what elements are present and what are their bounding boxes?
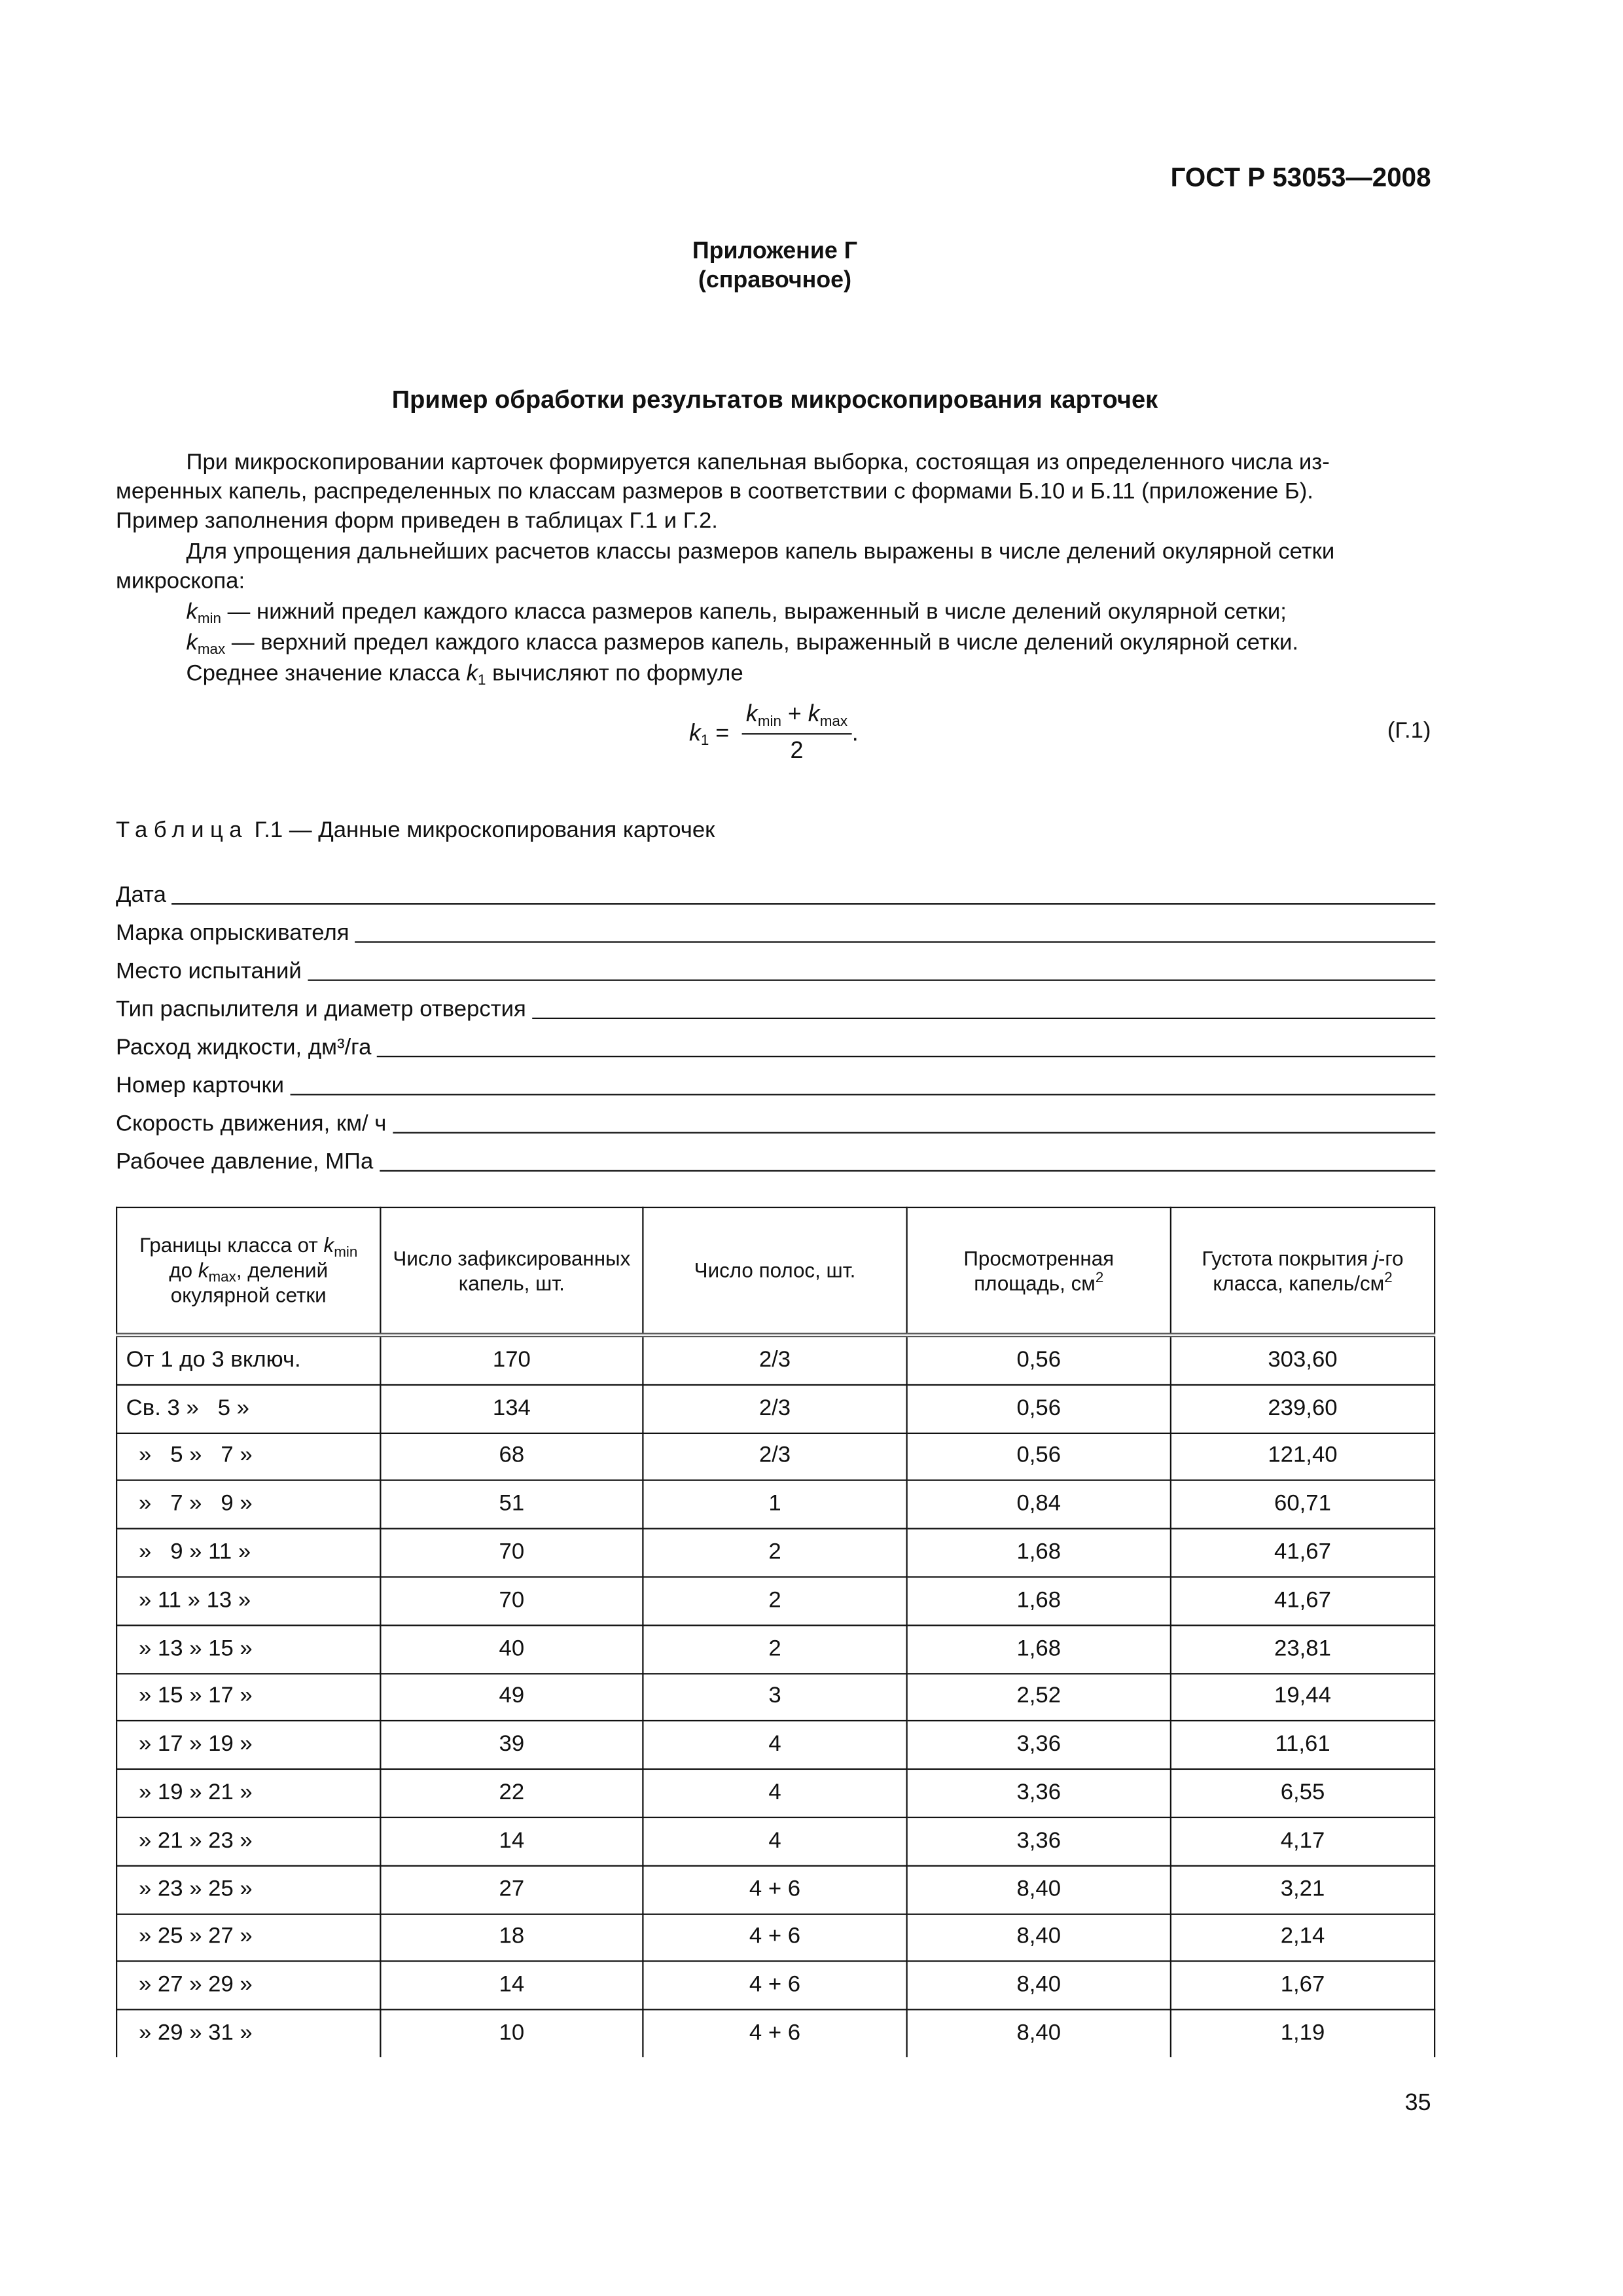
mean-class-sentence: Среднее значение класса $k_1$ вычисляют по формуле bbox=[186, 661, 743, 689]
coverage-density-cell: 2,14 bbox=[1171, 1914, 1435, 1962]
viewed-area-cell: 2,52 bbox=[907, 1673, 1171, 1721]
document-number: ГОСТ Р 53053—2008 bbox=[1170, 162, 1431, 192]
strip-count-cell: 4 + 6 bbox=[643, 1865, 906, 1913]
viewed-area-cell: 1,68 bbox=[907, 1577, 1171, 1624]
strip-count-cell: 3 bbox=[643, 1673, 906, 1721]
strip-count-cell: 1 bbox=[643, 1480, 906, 1528]
formula-g1: $k_1$ = $\frac{k_{min} + k_{max}}{2}$ . bbox=[689, 701, 859, 768]
coverage-density-cell: 19,44 bbox=[1171, 1673, 1435, 1721]
droplet-count-cell: 18 bbox=[380, 1914, 643, 1962]
form-field-label: Дата bbox=[115, 882, 166, 908]
form-field-blank-line bbox=[290, 1094, 1435, 1095]
coverage-density-cell: 11,61 bbox=[1171, 1721, 1435, 1769]
formula-denominator: 2 bbox=[790, 738, 804, 764]
droplet-count-cell: 70 bbox=[380, 1577, 643, 1624]
formula-fraction bbox=[741, 701, 852, 768]
form-field-blank-line bbox=[172, 903, 1435, 905]
intro-paragraph-1-line-3: Пример заполнения форм приведен в таблицах Г.1 и Г.2. bbox=[115, 509, 718, 534]
viewed-area-cell: 3,36 bbox=[907, 1769, 1171, 1817]
intro-paragraph-2-line-1: Для упрощения дальнейших расчетов классы размеров капель выражены в числе делений окулярной сетки bbox=[186, 539, 1335, 565]
droplet-count-cell: 51 bbox=[380, 1480, 643, 1528]
viewed-area-cell: 8,40 bbox=[907, 1914, 1171, 1962]
viewed-area-cell: 1,68 bbox=[907, 1529, 1171, 1577]
formula-number: (Г.1) bbox=[1387, 718, 1431, 744]
strip-count-cell: 4 bbox=[643, 1818, 906, 1865]
form-field-label: Скорость движения, км/ ч bbox=[115, 1111, 387, 1137]
table-row bbox=[116, 1385, 1435, 1433]
appendix-title: Приложение Г bbox=[692, 239, 858, 264]
class-bounds-cell: » 15 » 17 » bbox=[116, 1673, 380, 1721]
strip-count-cell: 2/3 bbox=[643, 1385, 906, 1433]
strip-count-cell: 2 bbox=[643, 1529, 906, 1577]
form-field-label: Расход жидкости, дм³/га bbox=[115, 1035, 372, 1060]
coverage-density-cell: 3,21 bbox=[1171, 1865, 1435, 1913]
droplet-count-cell: 68 bbox=[380, 1433, 643, 1480]
appendix-kind: (справочное) bbox=[698, 268, 852, 294]
header-coverage-density: Густота покрытия j-го класса, капель/$см^2$ bbox=[1171, 1208, 1435, 1335]
form-field bbox=[116, 1141, 1435, 1176]
class-bounds-cell: » 7 » 9 » bbox=[116, 1480, 380, 1528]
table-caption: Таблица Г.1 — Данные микроскопирования карточек bbox=[115, 818, 715, 844]
viewed-area-cell: 3,36 bbox=[907, 1818, 1171, 1865]
strip-count-cell: 4 bbox=[643, 1721, 906, 1769]
form-field bbox=[116, 1103, 1435, 1138]
form-field-blank-line bbox=[532, 1018, 1435, 1019]
form-field bbox=[116, 1026, 1435, 1062]
viewed-area-cell: 0,56 bbox=[907, 1385, 1171, 1433]
form-field-blank-line bbox=[308, 980, 1436, 981]
table-row bbox=[116, 1529, 1435, 1577]
strip-count-cell: 2/3 bbox=[643, 1433, 906, 1480]
class-bounds-cell: Св. 3 » 5 » bbox=[116, 1385, 380, 1433]
coverage-density-cell: 239,60 bbox=[1171, 1385, 1435, 1433]
formula-numerator: $k_{min} + k_{max}$ bbox=[741, 701, 852, 734]
table-row bbox=[116, 1480, 1435, 1528]
appendix-heading bbox=[0, 238, 1550, 296]
table-row bbox=[116, 1962, 1435, 2009]
table-row bbox=[116, 1721, 1435, 1769]
intro-paragraph-2-line-2: микроскопа: bbox=[115, 569, 245, 594]
kmax-definition: $k_{max}$ — верхний предел каждого класса размеров капель, выраженный в числе делений окулярной сетки. bbox=[186, 630, 1299, 658]
coverage-density-cell: 303,60 bbox=[1171, 1335, 1435, 1385]
kmin-definition: $k_{min}$ — нижний предел каждого класса размеров капель, выраженный в числе делений окулярной сетки; bbox=[186, 600, 1287, 628]
table-row bbox=[116, 1769, 1435, 1817]
form-field bbox=[116, 1064, 1435, 1100]
class-bounds-cell: » 21 » 23 » bbox=[116, 1818, 380, 1865]
form-field-label: Номер карточки bbox=[115, 1073, 285, 1098]
class-bounds-cell: » 17 » 19 » bbox=[116, 1721, 380, 1769]
coverage-density-cell: 41,67 bbox=[1171, 1577, 1435, 1624]
class-bounds-cell: » 5 » 7 » bbox=[116, 1433, 380, 1480]
header-strip-count: Число полос, шт. bbox=[643, 1208, 906, 1335]
viewed-area-cell: 1,68 bbox=[907, 1625, 1171, 1673]
strip-count-cell: 4 + 6 bbox=[643, 1914, 906, 1962]
class-bounds-cell: От 1 до 3 включ. bbox=[116, 1335, 380, 1385]
coverage-density-cell: 6,55 bbox=[1171, 1769, 1435, 1817]
header-class-bounds: Границы класса от $k_{min}$ до $k_{max}$, делений окулярной сетки bbox=[116, 1208, 380, 1335]
viewed-area-cell: 8,40 bbox=[907, 1865, 1171, 1913]
table-row bbox=[116, 1818, 1435, 1865]
form-field bbox=[116, 874, 1435, 909]
table-body bbox=[116, 1335, 1435, 2057]
viewed-area-cell: 8,40 bbox=[907, 2010, 1171, 2057]
form-field-blank-line bbox=[377, 1056, 1435, 1057]
droplet-count-cell: 10 bbox=[380, 2010, 643, 2057]
class-bounds-cell: » 13 » 15 » bbox=[116, 1625, 380, 1673]
strip-count-cell: 4 bbox=[643, 1769, 906, 1817]
header-viewed-area: Просмотренная площадь, $см^2$ bbox=[907, 1208, 1171, 1335]
form-field-label: Марка опрыскивателя bbox=[115, 920, 349, 946]
page-number: 35 bbox=[1404, 2090, 1431, 2116]
table-row bbox=[116, 1335, 1435, 1385]
viewed-area-cell: 3,36 bbox=[907, 1721, 1171, 1769]
strip-count-cell: 4 + 6 bbox=[643, 1962, 906, 2009]
class-bounds-cell: » 27 » 29 » bbox=[116, 1962, 380, 2009]
class-bounds-cell: » 9 » 11 » bbox=[116, 1529, 380, 1577]
coverage-density-cell: 1,19 bbox=[1171, 2010, 1435, 2057]
table-row bbox=[116, 1865, 1435, 1913]
coverage-density-cell: 23,81 bbox=[1171, 1625, 1435, 1673]
table-row bbox=[116, 2010, 1435, 2057]
coverage-density-cell: 121,40 bbox=[1171, 1433, 1435, 1480]
form-field-label: Рабочее давление, МПа bbox=[115, 1149, 374, 1175]
form-field-blank-line bbox=[355, 941, 1436, 942]
droplet-count-cell: 27 bbox=[380, 1865, 643, 1913]
droplet-count-cell: 170 bbox=[380, 1335, 643, 1385]
header-droplet-count: Число зафиксированных капель, шт. bbox=[380, 1208, 643, 1335]
strip-count-cell: 2 bbox=[643, 1577, 906, 1624]
class-bounds-cell: » 19 » 21 » bbox=[116, 1769, 380, 1817]
viewed-area-cell: 0,84 bbox=[907, 1480, 1171, 1528]
droplet-count-cell: 39 bbox=[380, 1721, 643, 1769]
table-row bbox=[116, 1673, 1435, 1721]
class-bounds-cell: » 25 » 27 » bbox=[116, 1914, 380, 1962]
table-row bbox=[116, 1914, 1435, 1962]
table-row bbox=[116, 1577, 1435, 1624]
form-field-blank-line bbox=[392, 1132, 1435, 1134]
form-field bbox=[116, 950, 1435, 986]
droplet-count-cell: 49 bbox=[380, 1673, 643, 1721]
section-title: Пример обработки результатов микроскопирования карточек bbox=[391, 386, 1158, 414]
form-field-label: Тип распылителя и диаметр отверстия bbox=[115, 997, 526, 1022]
viewed-area-cell: 0,56 bbox=[907, 1335, 1171, 1385]
droplet-data-table bbox=[116, 1207, 1435, 2057]
viewed-area-cell: 8,40 bbox=[907, 1962, 1171, 2009]
droplet-count-cell: 14 bbox=[380, 1962, 643, 2009]
class-bounds-cell: » 23 » 25 » bbox=[116, 1865, 380, 1913]
class-bounds-cell: » 11 » 13 » bbox=[116, 1577, 380, 1624]
droplet-count-cell: 134 bbox=[380, 1385, 643, 1433]
droplet-count-cell: 22 bbox=[380, 1769, 643, 1817]
strip-count-cell: 4 + 6 bbox=[643, 2010, 906, 2057]
table-row bbox=[116, 1625, 1435, 1673]
strip-count-cell: 2/3 bbox=[643, 1335, 906, 1385]
droplet-count-cell: 70 bbox=[380, 1529, 643, 1577]
coverage-density-cell: 41,67 bbox=[1171, 1529, 1435, 1577]
form-field-blank-line bbox=[379, 1170, 1435, 1172]
strip-count-cell: 2 bbox=[643, 1625, 906, 1673]
intro-paragraph-1-line-1: При микроскопировании карточек формируется капельная выборка, состоящая из определенного числа из- bbox=[186, 450, 1330, 475]
class-bounds-cell: » 29 » 31 » bbox=[116, 2010, 380, 2057]
coverage-density-cell: 60,71 bbox=[1171, 1480, 1435, 1528]
form-field bbox=[116, 988, 1435, 1024]
droplet-count-cell: 14 bbox=[380, 1818, 643, 1865]
intro-paragraph-1-line-2: меренных капель, распределенных по классам размеров в соответствии с формами Б.10 и Б.11 (приложение Б). bbox=[115, 479, 1313, 505]
form-field bbox=[116, 912, 1435, 947]
coverage-density-cell: 4,17 bbox=[1171, 1818, 1435, 1865]
form-field-label: Место испытаний bbox=[115, 959, 302, 984]
table-header-row bbox=[116, 1208, 1435, 1335]
droplet-count-cell: 40 bbox=[380, 1625, 643, 1673]
viewed-area-cell: 0,56 bbox=[907, 1433, 1171, 1480]
coverage-density-cell: 1,67 bbox=[1171, 1962, 1435, 2009]
table-row bbox=[116, 1433, 1435, 1480]
